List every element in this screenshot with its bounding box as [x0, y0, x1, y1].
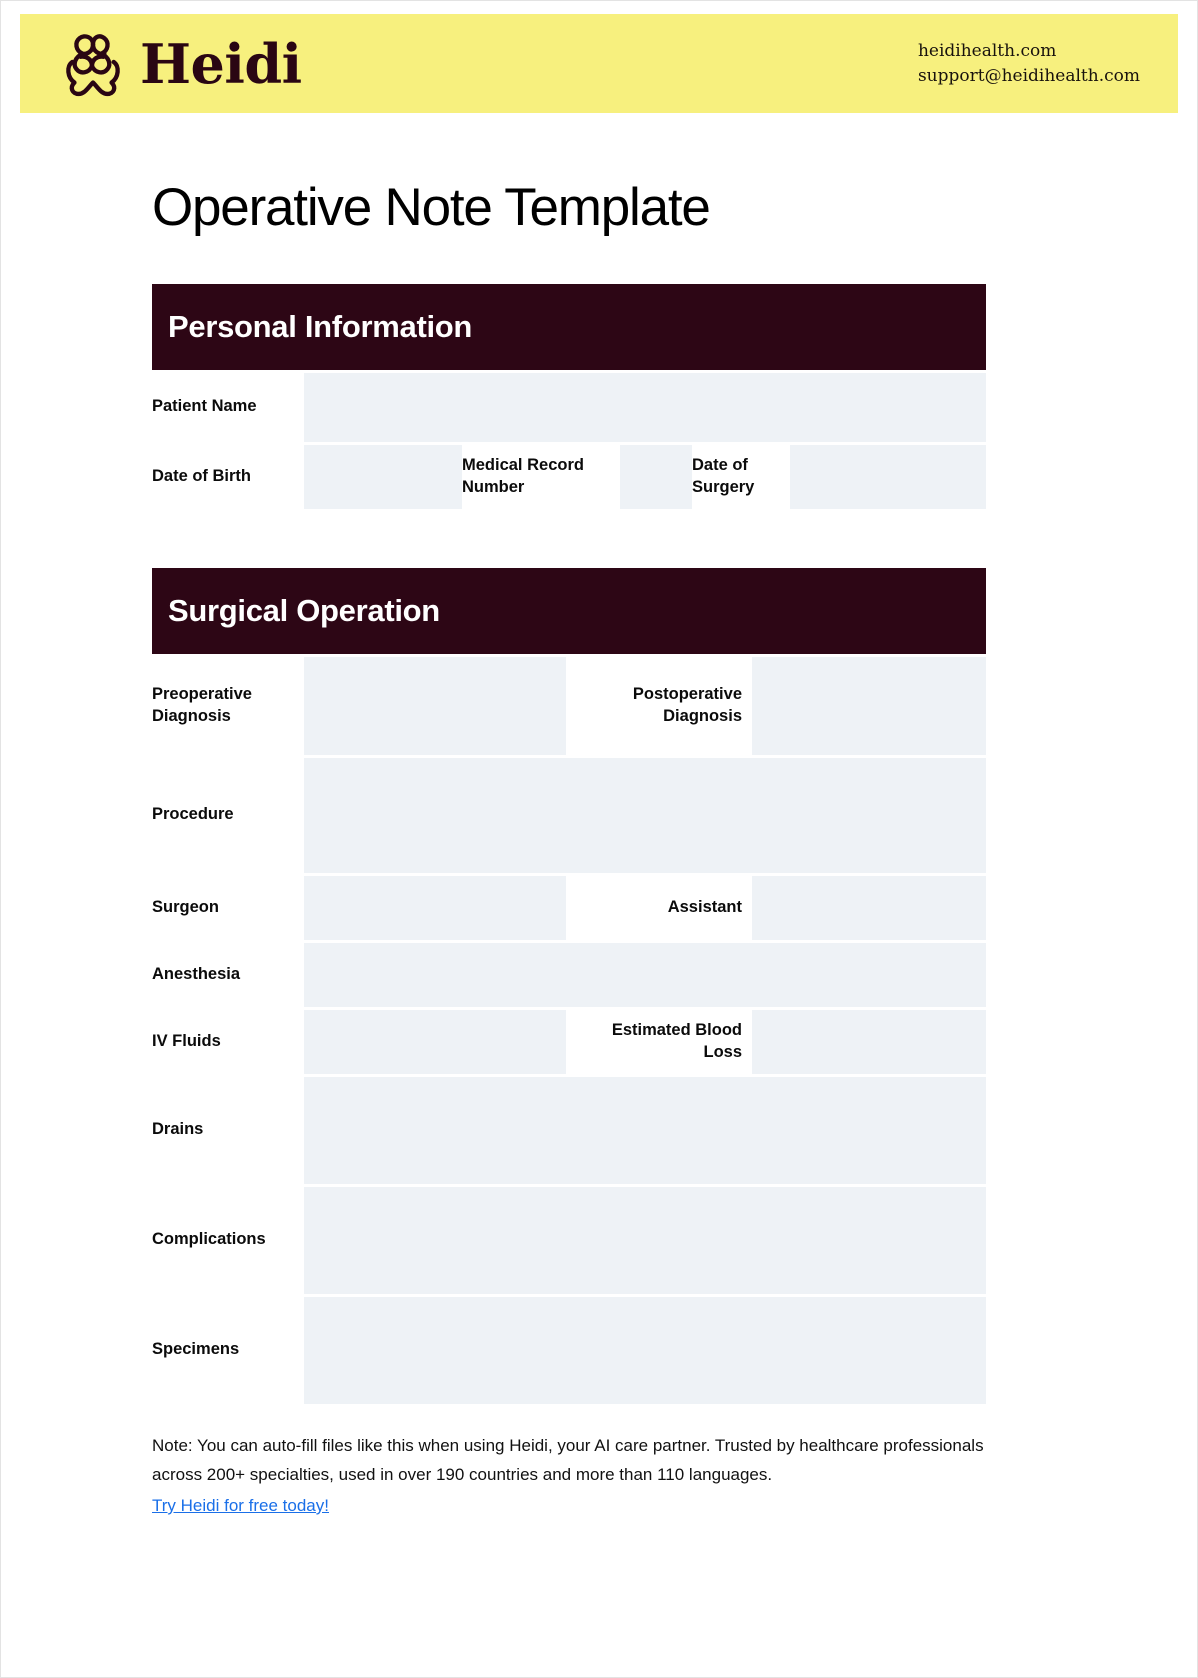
input-medical-record-number[interactable]: [620, 445, 692, 509]
section-header-personal-information: Personal Information: [152, 284, 986, 370]
form-row-specimens: [152, 1297, 986, 1404]
input-date-of-birth[interactable]: [304, 445, 462, 509]
label-postoperative-diagnosis: Postoperative Diagnosis: [566, 657, 752, 755]
input-date-of-surgery[interactable]: [790, 445, 986, 509]
label-surgeon: Surgeon: [152, 876, 304, 940]
try-heidi-link[interactable]: Try Heidi for free today!: [152, 1496, 329, 1516]
heidi-wordmark: Heidi: [140, 31, 302, 96]
form-row-diagnoses: [152, 657, 986, 755]
input-anesthesia[interactable]: [304, 943, 986, 1007]
footer-note: [152, 1431, 988, 1521]
form-row-surgeon-assistant: [152, 876, 986, 940]
input-surgeon[interactable]: [304, 876, 566, 940]
label-assistant: Assistant: [566, 876, 752, 940]
input-patient-name[interactable]: [304, 373, 986, 442]
heidi-clover-logo-icon: [60, 31, 126, 97]
form-row-patient-name: [152, 373, 986, 442]
heidi-logo[interactable]: [60, 31, 302, 97]
input-procedure[interactable]: [304, 758, 986, 873]
label-preoperative-diagnosis: Preoperative Diagnosis: [152, 657, 304, 755]
input-preoperative-diagnosis[interactable]: [304, 657, 566, 755]
label-date-of-birth: Date of Birth: [152, 445, 304, 509]
footer-note-text: Note: You can auto-fill files like this when using Heidi, your AI care partner. Trusted by healthcare professionals across 200+ specialties, used in over 190 countries and more than 110 languages.: [152, 1435, 984, 1484]
contact-email[interactable]: support@heidihealth.com: [917, 65, 1140, 86]
form-row-iv-fluids-ebl: [152, 1010, 986, 1074]
input-drains[interactable]: [304, 1077, 986, 1184]
section-header-surgical-operation: Surgical Operation: [152, 568, 986, 654]
form-row-complications: [152, 1187, 986, 1294]
label-specimens: Specimens: [152, 1297, 304, 1404]
input-iv-fluids[interactable]: [304, 1010, 566, 1074]
form-row-drains: [152, 1077, 986, 1184]
label-procedure: Procedure: [152, 758, 304, 873]
document-body: [152, 180, 986, 1520]
input-postoperative-diagnosis[interactable]: [752, 657, 986, 755]
brand-header: [20, 14, 1178, 113]
form-row-dob-mrn-dos: [152, 445, 986, 509]
input-specimens[interactable]: [304, 1297, 986, 1404]
section-spacer: [152, 512, 986, 568]
label-drains: Drains: [152, 1077, 304, 1184]
input-estimated-blood-loss[interactable]: [752, 1010, 986, 1074]
input-complications[interactable]: [304, 1187, 986, 1294]
label-complications: Complications: [152, 1187, 304, 1294]
surgical-operation-table: [152, 654, 986, 1407]
header-contact-info: [918, 39, 1140, 88]
form-row-procedure: [152, 758, 986, 873]
label-medical-record-number: Medical Record Number: [462, 445, 620, 509]
label-iv-fluids: IV Fluids: [152, 1010, 304, 1074]
label-estimated-blood-loss: Estimated Blood Loss: [566, 1010, 752, 1074]
contact-website[interactable]: heidihealth.com: [917, 40, 1057, 61]
label-date-of-surgery: Date of Surgery: [692, 445, 790, 509]
label-patient-name: Patient Name: [152, 373, 304, 442]
form-row-anesthesia: [152, 943, 986, 1007]
label-anesthesia: Anesthesia: [152, 943, 304, 1007]
input-assistant[interactable]: [752, 876, 986, 940]
personal-information-table: [152, 370, 986, 512]
page-title: Operative Note Template: [152, 178, 710, 237]
